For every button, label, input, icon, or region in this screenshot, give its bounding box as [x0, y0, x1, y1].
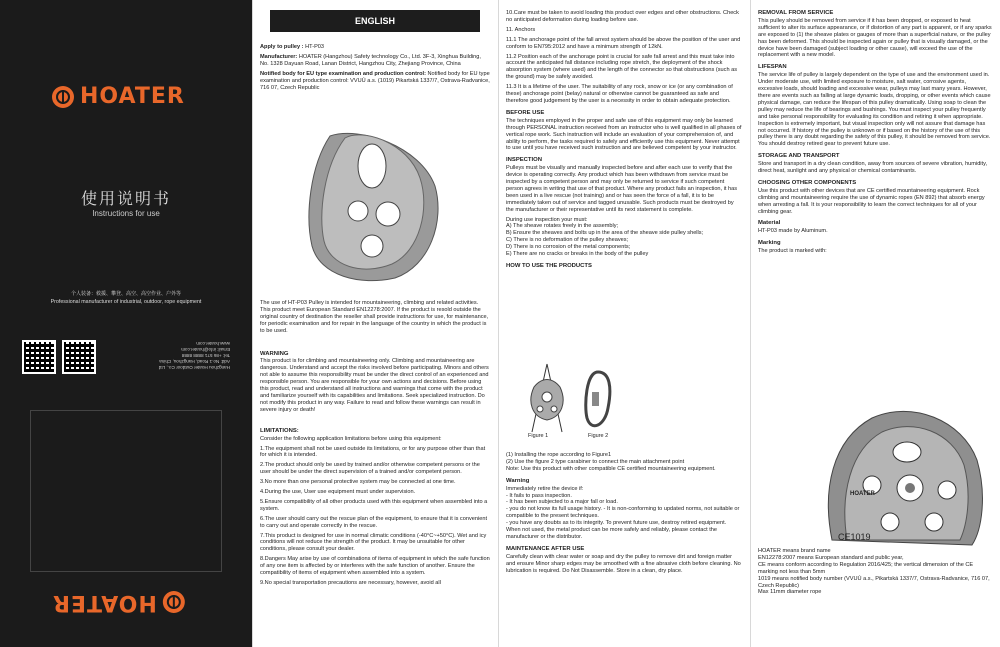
warning-heading: Warning: [506, 477, 530, 484]
contact-info: Hangzhou Hoater Outdoor Co., Ltd Add: No.1 Road, Hangzhou, China Tel: +86 571 8888 8888 Email: info@hoater.com www.hoater.com: [158, 341, 230, 370]
pulley-brand-mark: HOATER: [850, 491, 875, 497]
apply-line: Apply to pulley : HT-P03: [260, 44, 325, 50]
qr-code-1: [22, 340, 56, 374]
cover-panel: [0, 0, 252, 647]
material-text: HT-P03 made by Aluminum.: [758, 228, 828, 235]
list-item: - you do not know its full usage history. - It is non-conforming to updated norms, not suitable or compatible to the present techniques.: [506, 506, 740, 520]
lifespan-text: The service life of pulley is largely dependent on the type of use and the environment used in. Under moderate use, with limited exposure to moisture, salt water, corrosive agents, excessive loads, should loading and excessive wear, pulleys may last many years. However, there are events such as falling at large dynamic loads, dropping, or other events which cause physical damage, can reduce the lifespan of this pulley dramatically. Using soap to clean the pulley may reduce the life of bearings and bushings. You must inspect your pulley frequently and take personal responsibility for evaluating its condition and retiring it when appropriate. Inspection is extremely important, but visual inspection only will not assure that damage has not occurred. If history of the pulley is unknown or if based on the history of the use of this pulley there is any doubt regarding the safety of this pulley, it should be removed from service. You should destroy retired gear to prevent future use.: [758, 72, 991, 148]
logo-mark-icon: [52, 86, 74, 108]
list-item: 4.During the use, User use equipment must under supervision.: [260, 489, 416, 496]
list-item: (2) Use the figure 2 type carabiner to connect the main attachment point: [506, 458, 685, 465]
list-item: 11.3 It is a lifetime of the user. The suitability of any rock, snow or ice (or any combination of these) anchorage point (belay) natural or otherwise cannot be guaranteed as safe and therefore good judgement by the user is a necessity in order to obtain adequate protection.: [506, 84, 733, 104]
brand-logo: [52, 84, 185, 109]
inspection-heading: INSPECTION: [506, 157, 543, 164]
list-item: 7.This product is designed for use in normal climatic conditions (-40°C~+50°C). Wet and icy conditions will not reduce the strength of the product. It may be unsuitable for other conditions, please consult your dealer.: [260, 532, 487, 553]
list-item: C) There is no deformation of the pulley sheaves;: [506, 237, 629, 244]
maintenance-heading: MAINTENANCE AFTER USE: [506, 545, 585, 552]
limitations-heading: LIMITATIONS:: [260, 427, 299, 434]
list-item: 1019 means notified body number (VVUÚ a.s., Pikartská 1337/7, Ostrava-Radvanice, 716 07, Czech Republic): [758, 575, 990, 589]
inspection-text: Pulleys must be visually and manually inspected before and after each use to verify that the device is operating correctly. Any product which has been withdrawn from service must be inspected by a competent person and may only be returned to service if such competent person agrees in writing that use of that product. Where any product fails an inspection, it has been used in a live rescue (not training) and or has seen the force of a fall, it is to be immediately taken out of service and tagged unusable. Such products must be destroyed by the manufacturer or their representative until its next statement is complete.: [506, 165, 738, 213]
cover-tagline-cn: 个人装备：救援、攀登、高空、高空作业、户外等: [70, 291, 181, 297]
list-item: When not used, the metal product can be more safely and reliably, please contact the manufacturer or the distributor.: [506, 527, 718, 540]
list-item: D) There is no corrosion of the metal components;: [506, 244, 631, 251]
marking-heading: Marking: [758, 240, 781, 247]
english-panel-3: [750, 0, 1000, 647]
marking-text: The product is marked with:: [758, 248, 827, 255]
cover-title-cn: 使用说明书: [80, 191, 171, 208]
intro-text: The use of HT-P03 Pulley is intended for mountaineering, climbing and related activities. This product meet European Standard EN12278:2007. If the product is resold outside the original country of destination the reseller shall provide instructions for use, for maintenance, for periodic examination and for repair in the language of the country in which the product is to be used.: [260, 300, 489, 334]
before-use-text: The techniques employed in the proper and safe use of this equipment may only be learned through PERSONAL instruction received from an instructor who is well qualified in all phases of vertical rope work. Such instruction will include an evaluation of your comprehension of, and ability to perform, the tasks required to safely and efficiently use this equipment. Never attempt to use until you have received such instruction and are believed competent by your instructor.: [506, 117, 742, 152]
manufacturer-line: Manufacturer: HOATER (Hangzhou) Safety technology Co., Ltd. 3F-3, Xinghua Building, No. 1328 Dayuan Road, Lanan District, Hangzhou City, Zhejiang Province, China: [260, 53, 481, 67]
list-item: (1) Installing the rope according to Figure1: [506, 452, 612, 458]
material-heading: Material: [758, 220, 781, 227]
notified-body: Notified body for EU type examination and production control: Notified body for EU type examination and production control: VVUÚ a.s. (1019) Pikartská 1337/7, Ostrava-Radvanice, 716 07, Czech Republic: [260, 70, 490, 91]
limitations-intro: Consider the following application limitations before using this equipment:: [260, 435, 442, 442]
language-banner: ENGLISH: [270, 10, 480, 32]
cover-tagline-en: Professional manufacturer of industrial, outdoor, rope equipment: [50, 299, 202, 305]
list-item: 10.Care must be taken to avoid loading this product over edges and other obstructions. Check no anticipated deformation during loading before use.: [506, 10, 739, 23]
list-item: 11.1 The anchorage point of the fall arrest system should be above the position of the user and conform to EN795:2012 and have a minimum strength of 12kN.: [506, 36, 741, 50]
removal-text: This pulley should be removed from service if it has been dropped, or exposed to heat sufficient to alter its surface appearance, or if distortion of any part is apparent, or if any sparks are exposed to (1) the sheave plates or gauges of more than a superficial nature, or the pulley has been deformed. This should be inspected again or pulley that is visually damaged, or the device have been damaged (subject loading or other cause), will exceed the use of the replacement with a new model.: [758, 17, 992, 59]
figure-1-caption: Figure 1: [528, 433, 549, 439]
list-item: B) Ensure the sheaves and bolts up in the area of the sheave side pulley shells;: [506, 230, 704, 237]
list-item: - you have any doubts as to its integrity. To prevent future use, destroy retired equipment.: [506, 520, 727, 527]
list-item: 6.The user should carry out the rescue plan of the equipment, to ensure that it is convenient to carry out and operate correctly in the rescue.: [260, 515, 487, 529]
list-item: 11.2 Position each of the anchorage point is crucial for safe fall arrest and this must take into account the anticipated fall distance including rope stretch, the deployment of the shock absorption system (where used) and the length of the connector so that obstructions (such as the ground) may be safely avoided.: [506, 53, 738, 81]
ce-mark-code: CE1019: [838, 532, 871, 542]
figure-1-illustration: [512, 362, 582, 442]
english-panel-2: [498, 0, 750, 647]
list-item: A) The sheave rotates freely in the assembly;: [506, 223, 619, 230]
brand-name: HOATER: [80, 84, 185, 109]
blank-box: [30, 410, 222, 572]
warning-heading: WARNING: [260, 350, 289, 357]
lifespan-heading: LIFESPAN: [758, 64, 787, 71]
maintenance-text: Carefully clean with clear water or soap and dry the pulley to remove dirt and foreign matter and ensure Minor sharp edges may be smoothed with a fine abrasive cloth before cleaning. No lubrication is required. Do Not Disassemble. Store in a clean, dry place.: [506, 553, 741, 574]
list-item: 8.Dangers May arise by use of combinations of items of equipment in which the safe function of any one item is affected by or interferes with the safe function of another. Ensure the compatibility of items of equipment when assembled into a system.: [260, 556, 490, 577]
list-item: 3.No more than one personal protective system may be connected at one time.: [260, 479, 456, 486]
during-use-label: During use inspection your must:: [506, 216, 588, 223]
brand-logo-inverted: [52, 590, 185, 615]
list-item: Note: Use this product with other compatible CE certified mountaineering equipment.: [506, 465, 716, 472]
list-item: - It has been subjected to a major fall or load.: [506, 499, 618, 506]
english-panel-1: [252, 0, 498, 647]
brand-name: HOATER: [52, 590, 157, 615]
storage-text: Store and transport in a dry clean condition, away from sources of severe vibration, humidity, direct heat, sunlight and any physical or chemical contaminants.: [758, 161, 988, 175]
list-item: CE means conform according to Regulation 2016/425; the vertical dimension of the CE marking not less than 5mm: [758, 561, 974, 575]
cover-subtitle: Instructions for use: [92, 209, 160, 218]
list-item: EN12278:2007 means European standard and public year,: [758, 554, 904, 561]
marked-pulley-illustration: [812, 400, 992, 550]
list-item: E) There are no cracks or breaks in the body of the pulley: [506, 251, 649, 258]
choosing-text: Use this product with other devices that are CE certified mountaineering equipment. Rock climbing and mountaineering require the use of dynamic ropes (EN 892) that absorb energy when arresting a fall. It is your responsibility to learn the correct techniques for all of your climbing gear.: [758, 187, 985, 215]
choosing-heading: CHOOSING OTHER COMPONENTS: [758, 179, 857, 186]
list-item: 11. Anchors: [506, 26, 536, 33]
logo-mark-icon: [163, 592, 185, 614]
warning-text: This product is for climbing and mountaineering only. Climbing and mountaineering are dangerous. Understand and accept the risks involved before participating. Minors and others not able to assume this responsibility must be under the direct control of an experienced and responsible person. You are responsible for your own actions and decisions. Before using this product, read and understand all instructions and warnings that come with the product and familiarize yourself with its capabilities and limitations. Seek specialized instruction. Do not modify this product in any way. Failure to read and follow these warnings can result in severe injury or death!: [260, 358, 489, 413]
pulley-illustration: [300, 126, 450, 286]
how-to-use-heading: HOW TO USE THE PRODUCTS: [506, 263, 592, 269]
list-item: 5.Ensure compatibility of all other products used with this equipment when assembled into a system.: [260, 498, 488, 512]
before-use-heading: BEFORE USE: [506, 109, 545, 116]
storage-heading: STORAGE AND TRANSPORT: [758, 153, 840, 160]
list-item: Immediately retire the device if:: [506, 485, 584, 492]
removal-heading: REMOVAL FROM SERVICE: [758, 10, 834, 16]
list-item: 9.No special transportation precautions are necessary, however, avoid all: [260, 580, 441, 586]
list-item: Max 11mm diameter rope: [758, 589, 822, 596]
list-item: 1.The equipment shall not be used outside its limitations, or for any purpose other than that for which it is intended.: [260, 445, 486, 459]
figure-2-caption: Figure 2: [588, 433, 609, 439]
list-item: - It fails to pass inspection.: [506, 492, 572, 499]
list-item: HOATER means brand name: [758, 548, 831, 554]
list-item: 2.The product should only be used by trained and/or otherwise competent persons or the user should be under the direct supervision of a trained and/or competent person.: [260, 462, 480, 476]
figure-2-carabiner: [578, 368, 618, 438]
qr-code-2: [62, 340, 96, 374]
